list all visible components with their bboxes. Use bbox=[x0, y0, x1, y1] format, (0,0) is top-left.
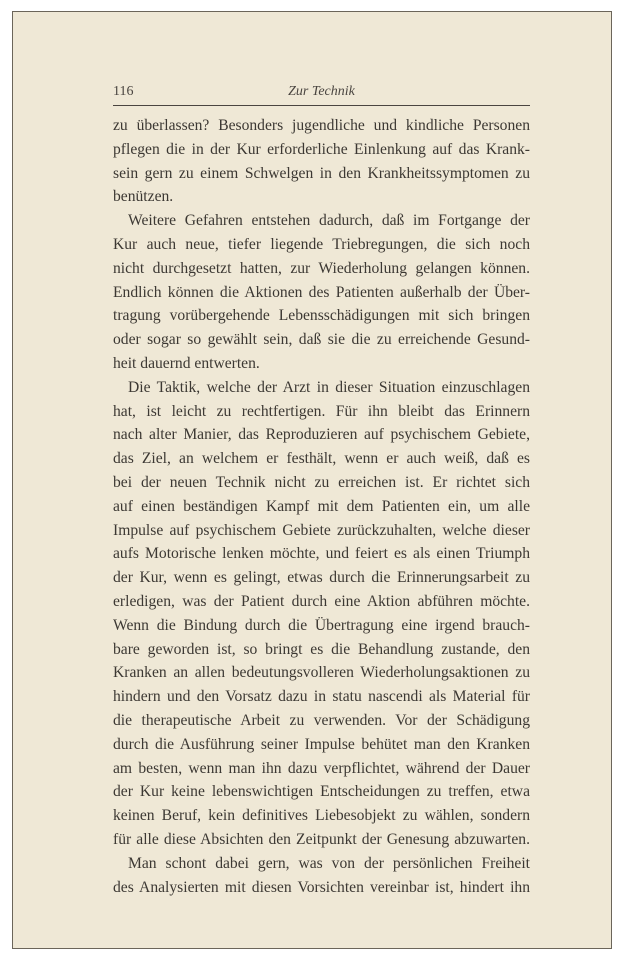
book-page bbox=[12, 11, 612, 949]
text-line: erledigen, was der Patient durch eine Aktion abführen möchte. bbox=[113, 592, 530, 610]
text-line: tragung vorübergehende Lebensschädigungen mit sich bringen bbox=[113, 307, 530, 325]
text-line: nicht durchgesetzt hatten, zur Wiederholung gelangen können. bbox=[113, 259, 530, 277]
text-line: der Kur keine lebenswichtigen Entscheidungen zu treffen, etwa bbox=[113, 783, 530, 801]
text-line: Wenn die Bindung durch die Übertragung eine irgend brauch- bbox=[113, 616, 530, 634]
running-head: Zur Technik bbox=[288, 84, 355, 99]
text-line: oder sogar so gewählt sein, daß sie die zu erreichende Gesund- bbox=[113, 331, 530, 349]
text-line: nach alter Manier, das Reproduzieren auf psychischem Gebiete, bbox=[113, 426, 530, 444]
text-line: benützen. bbox=[113, 188, 174, 206]
text-line: der Kur, wenn es gelingt, etwas durch die Erinnerungsarbeit zu bbox=[113, 569, 530, 587]
text-line: zu überlassen? Besonders jugendliche und kindliche Personen bbox=[113, 117, 530, 134]
text-line: Impulse auf psychischem Gebiete zurückzuhalten, welche dieser bbox=[113, 521, 530, 539]
text-line: die therapeutische Arbeit zu verwenden. Vor der Schädigung bbox=[113, 711, 530, 729]
text-line: Weitere Gefahren entstehen dadurch, daß im Fortgange der bbox=[128, 212, 530, 230]
page-header bbox=[113, 84, 530, 104]
text-line: pflegen die in der Kur erforderliche Einlenkung auf das Krank- bbox=[113, 140, 530, 158]
text-line: durch die Ausführung seiner Impulse behütet man den Kranken bbox=[113, 735, 530, 753]
text-line: das Ziel, an welchem er festhält, wenn er auch weiß, daß es bbox=[113, 450, 530, 468]
text-line: bare geworden ist, so bringt es die Behandlung zustande, den bbox=[113, 640, 530, 658]
text-line: Man schont dabei gern, was von der persönlichen Freiheit bbox=[128, 854, 530, 872]
text-line: aufs Motorische lenken möchte, und feiert es als einen Triumph bbox=[113, 545, 530, 563]
text-line: des Analysierten mit diesen Vorsichten vereinbar ist, hindert ihn bbox=[113, 878, 530, 896]
text-line: bei der neuen Technik nicht zu erreichen ist. Er richtet sich bbox=[113, 473, 530, 491]
text-line: für alle diese Absichten den Zeitpunkt der Genesung abzuwarten. bbox=[113, 830, 530, 848]
text-line: keinen Beruf, kein definitives Liebesobjekt zu wählen, sondern bbox=[113, 807, 530, 825]
text-line: Endlich können die Aktionen des Patienten außerhalb der Über- bbox=[113, 283, 530, 301]
text-line: am besten, wenn man ihn dazu verpflichtet, während der Dauer bbox=[113, 759, 530, 777]
text-line: hindern und den Vorsatz dazu in statu nascendi als Material für bbox=[113, 688, 530, 706]
header-rule bbox=[113, 105, 530, 106]
body-text bbox=[113, 114, 530, 899]
text-line: Kranken an allen bedeutungsvolleren Wiederholungsaktionen zu bbox=[113, 664, 530, 682]
text-line: auf einen beständigen Kampf mit dem Patienten ein, um alle bbox=[113, 497, 530, 515]
text-line: Kur auch neue, tiefer liegende Triebregungen, die sich noch bbox=[113, 235, 530, 253]
text-line: sein gern zu einem Schwelgen in den Krankheitssymptomen zu bbox=[113, 164, 530, 182]
page-number: 116 bbox=[113, 84, 134, 99]
text-line: hat, ist leicht zu rechtfertigen. Für ihn bleibt das Erinnern bbox=[113, 402, 530, 420]
text-line: Die Taktik, welche der Arzt in dieser Situation einzuschlagen bbox=[128, 378, 530, 396]
text-line: heit dauernd entwerten. bbox=[113, 354, 260, 372]
